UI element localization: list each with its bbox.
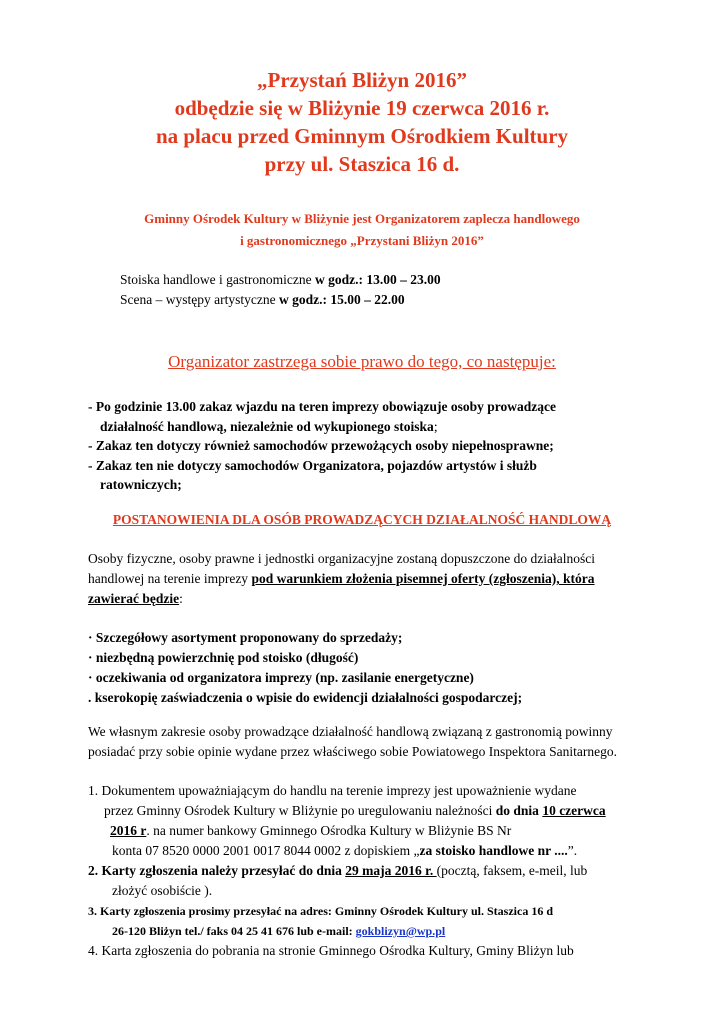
- sanitary-paragraph: We własnym zakresie osoby prowadzące działalność handlową związaną z gastronomią powinny posiadać przy sobie opinie wydane przez właściwego sobie Powiatowego Inspektora Sanitarnego.: [88, 724, 617, 759]
- item-2-line-1: 2. Karty zgłoszenia należy przesyłać do dnia 29 maja 2016 r. (pocztą, faksem, e-meil, lub: [88, 863, 588, 878]
- organizer-line-2: i gastronomicznego „Przystani Bliżyn 2016”: [240, 233, 484, 248]
- organizer-note: [0, 208, 724, 252]
- rule-3: - Zakaz ten nie dotyczy samochodów Organizatora, pojazdów artystów i służb: [88, 457, 537, 473]
- title-line-1: „Przystań Bliżyn 2016”: [257, 68, 467, 92]
- item-1-line-3: 2016 r. na numer bankowy Gminnego Ośrodka Kultury w Bliżynie BS Nr: [110, 823, 512, 838]
- rule-3-cont: ratowniczych;: [100, 477, 182, 492]
- organizer-line-1: Gminny Ośrodek Kultury w Bliżynie jest Organizatorem zaplecza handlowego: [144, 211, 580, 226]
- rules-list: [88, 397, 556, 495]
- hours-stage: Scena – występy artystyczne w godz.: 15.00 – 22.00: [120, 292, 405, 307]
- item-3-line-2: 26-120 Bliżyn tel./ faks 04 25 41 676 lub e-mail: gokblizyn@wp.pl: [112, 924, 446, 938]
- reserve-heading: Organizator zastrzega sobie prawo do tego, co następuje:: [168, 352, 556, 371]
- numbered-list: [88, 781, 668, 961]
- title-line-2: odbędzie się w Bliżynie 19 czerwca 2016 r.: [174, 96, 550, 120]
- list-item: . kserokopię zaświadczenia o wpisie do ewidencji działalności gospodarczej;: [88, 690, 523, 705]
- regulations-heading: POSTANOWIENIA DLA OSÓB PROWADZĄCYCH DZIAŁALNOŚĆ HANDLOWĄ: [112, 512, 612, 527]
- item-4-line-1: 4. Karta zgłoszenia do pobrania na stronie Gminnego Ośrodka Kultury, Gminy Bliżyn lub: [88, 943, 574, 958]
- title-line-3: na placu przed Gminnym Ośrodkiem Kultury: [155, 124, 569, 148]
- title-line-4: przy ul. Staszica 16 d.: [264, 152, 460, 176]
- hours-stalls: Stoiska handlowe i gastronomiczne w godz.: 13.00 – 23.00: [120, 272, 441, 287]
- eligibility-paragraph: Osoby fizyczne, osoby prawne i jednostki organizacyjne zostaną dopuszczone do działalności handlowej na terenie imprezy pod warunkiem złożenia pisemnej oferty (zgłoszenia), która zawierać będzie:: [88, 551, 595, 606]
- rule-1: - Po godzinie 13.00 zakaz wjazdu na teren imprezy obowiązuje osoby prowadzące: [88, 399, 556, 414]
- opening-hours: [120, 270, 441, 310]
- offer-requirement: pod warunkiem złożenia pisemnej oferty (zgłoszenia), która zawierać będzie: [88, 571, 595, 606]
- email-link[interactable]: gokblizyn@wp.pl: [355, 924, 446, 938]
- item-1-line-4: konta 07 8520 0000 2001 0017 8044 0002 z dopiskiem „za stoisko handlowe nr ....”.: [112, 843, 578, 858]
- rule-1-cont: działalność handlową, niezależnie od wykupionego stoiska;: [100, 418, 438, 434]
- rule-2: - Zakaz ten dotyczy również samochodów przewożących osoby niepełnosprawne;: [88, 438, 554, 453]
- event-title: [0, 66, 724, 178]
- list-item: · niezbędną powierzchnię pod stoisko (długość): [88, 650, 359, 665]
- item-2-line-2: złożyć osobiście ).: [112, 883, 213, 898]
- list-item: · Szczegółowy asortyment proponowany do sprzedaży;: [88, 630, 403, 645]
- item-1-line-1: 1. Dokumentem upoważniającym do handlu na terenie imprezy jest upoważnienie wydane: [88, 783, 577, 798]
- requirements-list: [88, 628, 522, 708]
- item-1-line-2: przez Gminny Ośrodek Kultury w Bliżynie po uregulowaniu należności do dnia 10 czerwca: [104, 803, 606, 818]
- list-item: · oczekiwania od organizatora imprezy (np. zasilanie energetyczne): [88, 670, 474, 685]
- item-3-line-1: 3. Karty zgłoszenia prosimy przesyłać na adres: Gminny Ośrodek Kultury ul. Staszica 16 d: [88, 904, 554, 918]
